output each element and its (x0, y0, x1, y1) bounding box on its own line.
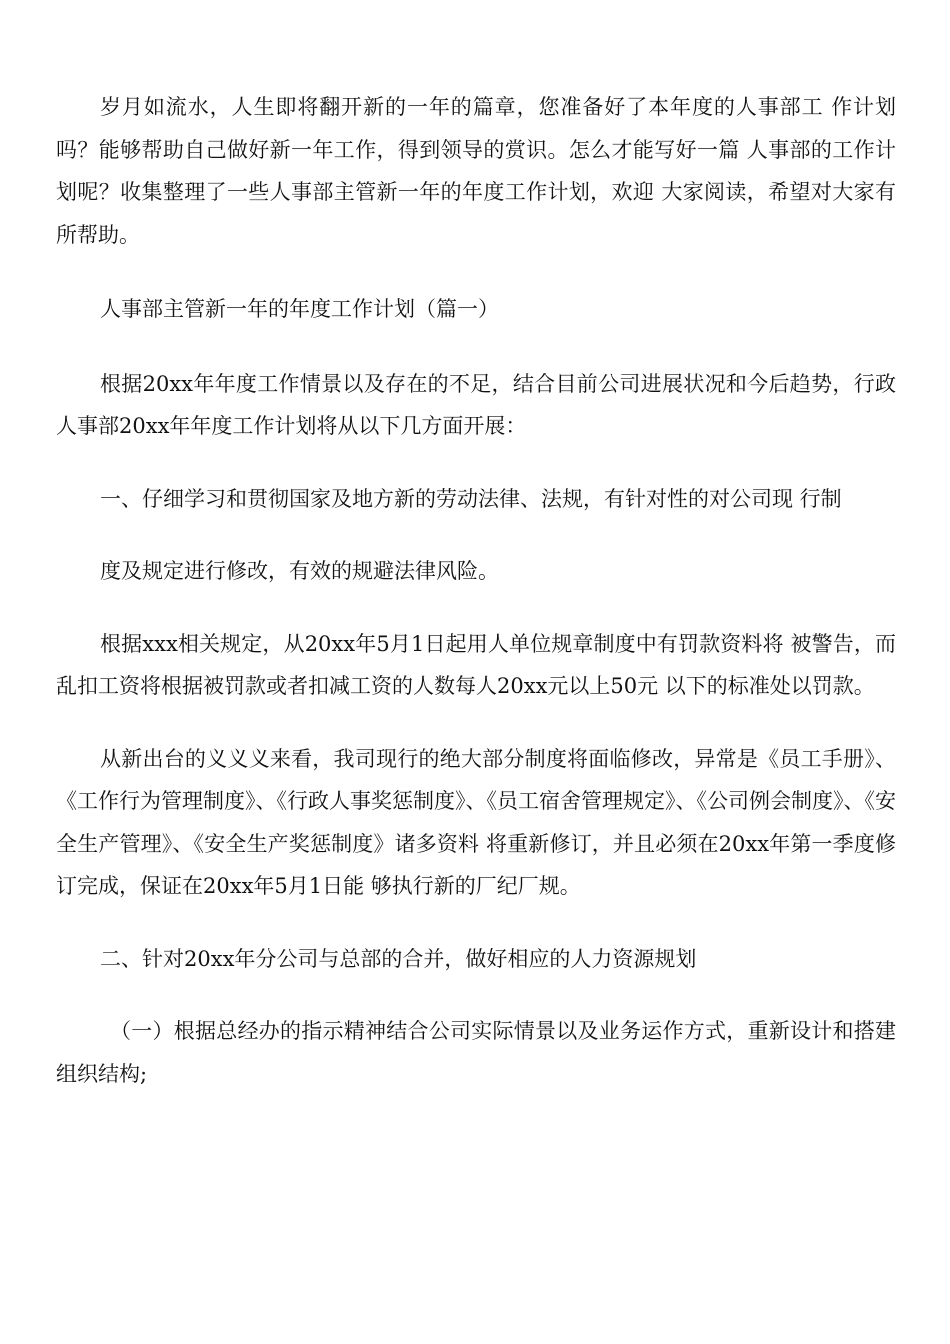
sub-item-one: （一）根据总经办的指示精神结合公司实际情景以及业务运作方式，重新设计和搭建组织结构; (56, 1019, 896, 1086)
item-one-heading: 一、仔细学习和贯彻国家及地方新的劳动法律、法规，有针对性的对公司现 行制 (100, 486, 842, 511)
intro-paragraph: 岁月如流水，人生即将翻开新的一年的篇章，您准备好了本年度的人事部工 作计划吗？能够帮助自己做好新一年工作，得到领导的赏识。怎么才能写好一篇 人事部的工作计划呢？收集整理了一些人事部主管新一年的年度工作计划，欢迎 大家阅读，希望对大家有所帮助。 (56, 95, 896, 247)
item-two-heading: 二、针对20xx年分公司与总部的合并，做好相应的人力资源规划 (100, 946, 697, 971)
section-title: 人事部主管新一年的年度工作计划（篇一） (100, 297, 499, 321)
item-one-continuation: 度及规定进行修改，有效的规避法律风险。 (100, 559, 499, 583)
regulation-paragraph: 根据xxx相关规定，从20xx年5月1日起用人单位规章制度中有罚款资料将 被警告，而乱扣工资将根据被罚款或者扣减工资的人数每人20xx元以上50元 以下的标准处以罚款。 (56, 631, 896, 698)
revision-paragraph: 从新出台的义义义来看，我司现行的绝大部分制度将面临修改，异常是《员工手册》、《工作行为管理制度》、《行政人事奖惩制度》、《员工宿舍管理规定》、《公司例会制度》、《安全生产管理》、《安全生产奖惩制度》诸多资料 将重新修订，并且必须在20xx年第一季度修订完成，保证在20xx年5月1日能 够执行新的厂纪厂规。 (56, 746, 896, 898)
overview-paragraph: 根据20xx年年度工作情景以及存在的不足，结合目前公司进展状况和今后趋势，行政人事部20xx年年度工作计划将从以下几方面开展： (56, 371, 896, 438)
document-page (56, 86, 896, 1095)
